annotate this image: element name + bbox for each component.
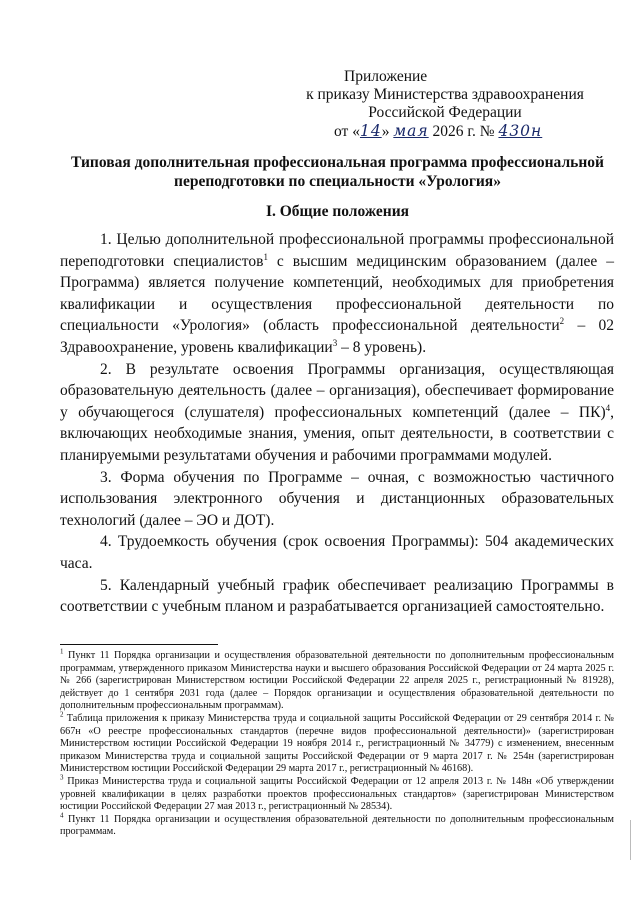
footnote-1-text: Пункт 11 Порядка организации и осуществления образовательной деятельности по дополнительным профессиональным программам, утвержденного приказом Министерства науки и высшего образования Российской Федерации от 24 марта 2025 г. № 266 (зарегистрирован Министерством юстиции Российской Федерации 22 апреля 2025 г., регистрационный № 81928), действует до 1 сентября 2031 года (далее – Порядок организации и осуществления образовательной деятельности по дополнительным профессиональным программам).	[60, 650, 614, 712]
footnote-4-number: 4	[60, 811, 64, 820]
body-text	[60, 229, 614, 618]
paragraph-3: 3. Форма обучения по Программе – очная, с возможностью частичного использования электронного обучения и дистанционных образовательных технологий (далее – ЭО и ДОТ).	[60, 468, 614, 529]
date-suffix: 2026 г. №	[428, 123, 499, 140]
footnote-1	[60, 647, 614, 713]
footnote-4	[60, 811, 614, 839]
footnote-ref-4: 4	[605, 402, 611, 413]
handwritten-month: мая	[393, 122, 429, 140]
appendix-ministry-line: Российской Федерации	[368, 104, 522, 121]
program-title: Типовая дополнительная профессиональная программа профессиональной переподготовки по специальности «Урология»	[71, 154, 604, 190]
appendix-date-line	[300, 122, 590, 141]
paragraph-2	[60, 359, 614, 467]
handwritten-number: 430н	[498, 122, 543, 140]
footnote-separator	[60, 644, 218, 645]
paragraph-5: 5. Календарный учебный график обеспечивает реализацию Программы в соответствии с учебным планом и разрабатывается организацией самостоятельно.	[60, 576, 614, 616]
p1-part-a: 1. Целью дополнительной профессиональной программы профессиональной переподготовки специалистов	[60, 231, 614, 270]
section-heading: I. Общие положения	[265, 203, 410, 220]
footnote-4-text: Пункт 11 Порядка организации и осуществления образовательной деятельности по дополнительным профессиональным программам.	[60, 813, 614, 838]
p1-part-d: – 8 уровень).	[337, 338, 427, 356]
footnote-2-number: 2	[60, 710, 64, 719]
footnote-2	[60, 710, 614, 776]
scan-edge-mark	[630, 820, 631, 860]
date-prefix: от «	[334, 123, 360, 140]
appendix-label: Приложение	[344, 68, 428, 85]
appendix-order-line: к приказу Министерства здравоохранения	[306, 86, 584, 103]
footnote-3	[60, 773, 614, 814]
footnote-ref-2: 2	[559, 316, 565, 327]
footnote-3-text: Приказ Министерства труда и социальной защиты Российской Федерации от 12 апреля 2013 г. № 148н «Об утверждении уровней квалификации в целях разработки проектов профессиональных стандартов» (зарегистрирован Министерством юстиции Российской Федерации 27 мая 2013 г., регистрационный № 28534).	[60, 775, 614, 813]
footnote-3-number: 3	[60, 773, 64, 782]
footnote-ref-1: 1	[263, 251, 268, 262]
date-mid: »	[381, 123, 394, 140]
footnote-1-number: 1	[60, 647, 64, 656]
paragraph-1	[60, 229, 614, 359]
p1-part-b: с высшим медицинским образованием (далее – Программа) является получение компетенций, необходимых для приобретения квалификации и осуществления профессиональной деятельности по специальности «Урология» (область профессиональной деятельности	[60, 252, 614, 335]
paragraph-4: 4. Трудоемкость обучения (срок освоения Программы): 504 академических часа.	[60, 533, 614, 572]
p2-part-b: , включающих необходимые знания, умения, опыт деятельности, в соответствии с планируемыми результатами обучения и рабочими программами модулей.	[60, 403, 614, 464]
appendix-header	[300, 68, 590, 141]
p1-part-c: – 02 Здравоохранение, уровень квалификации	[60, 317, 615, 356]
footnote-ref-3: 3	[332, 337, 338, 348]
handwritten-day: 14	[359, 122, 382, 140]
footnote-2-text: Таблица приложения к приказу Министерства труда и социальной защиты Российской Федерации от 29 сентября 2014 г. № 667н «О реестре профессиональных стандартов (перечне видов профессиональной деятельности)» (зарегистрирован Министерством юстиции Российской Федерации 19 ноября 2014 г., регистрационный № 34779) с изменением, внесенным приказом Министерства труда и социальной защиты Российской Федерации от 9 марта 2017 г. № 254н (зарегистрирован Министерством юстиции Российской Федерации 29 марта 2017 г., регистрационный № 46168).	[60, 712, 614, 775]
footnotes	[60, 647, 614, 839]
p2-part-a: 2. В результате освоения Программы организация, осуществляющая образовательную деятельность (далее – организация), обеспечивает формирование у обучающегося (слушателя) профессиональных компетенций (далее – ПК)	[60, 360, 614, 421]
